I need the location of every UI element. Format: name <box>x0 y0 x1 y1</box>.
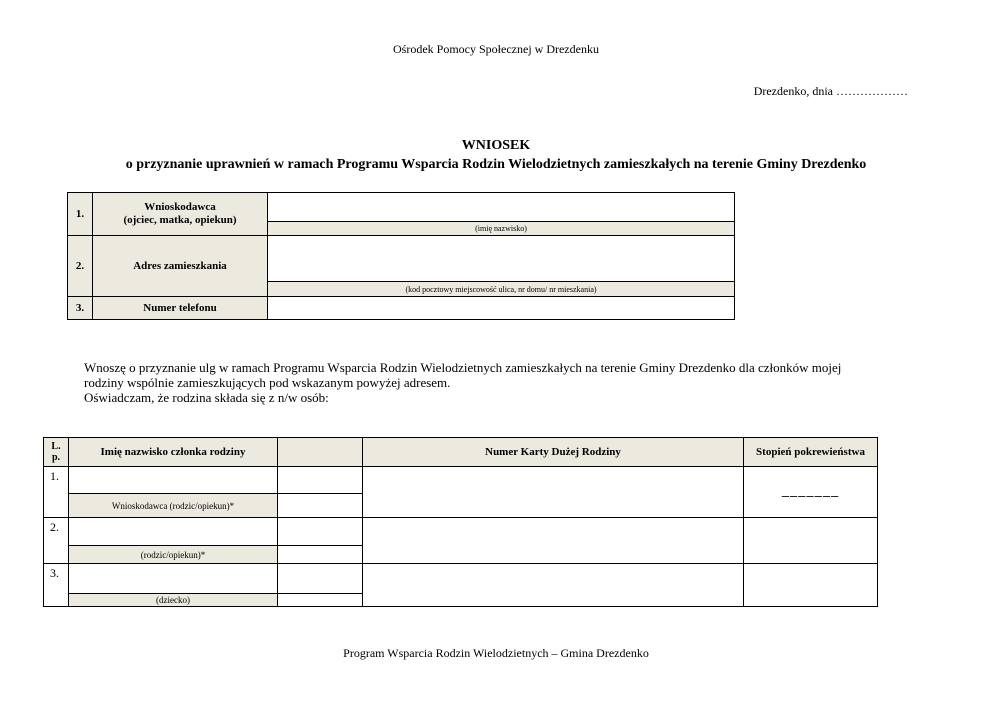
family-role-label: (dziecko) <box>68 593 278 607</box>
address-label: Adres zamieszkania <box>92 235 268 297</box>
organization-name: Ośrodek Pomocy Społecznej w Drezdenku <box>393 42 599 56</box>
address-row-number: 2. <box>67 235 93 297</box>
applicant-label <box>92 192 268 236</box>
relation-field[interactable] <box>743 517 878 564</box>
footer-text: Program Wsparcia Rodzin Wielodzietnych – Gmina Drezdenko <box>343 646 649 660</box>
family-role-label: Wnioskodawca (rodzic/opiekun)* <box>68 493 278 518</box>
address-hint: (kod pocztowy miejscowość ulica, nr domu/ nr mieszkania) <box>267 281 735 297</box>
applicant-label-line1: Wnioskodawca <box>144 201 216 213</box>
family-extra-field[interactable] <box>277 545 363 564</box>
form-subtitle: o przyznanie uprawnień w ramach Programu Wsparcia Rodzin Wielodzietnych zamieszkałych na terenie Gminy Drezdenko <box>125 157 867 172</box>
family-name-field[interactable] <box>68 563 278 594</box>
relation-field[interactable] <box>743 563 878 607</box>
family-name-field[interactable] <box>68 517 278 546</box>
card-number-header: Numer Karty Dużej Rodziny <box>362 437 744 467</box>
lp-header <box>43 437 69 467</box>
extra-header <box>277 437 363 467</box>
family-row-number: 1. <box>43 466 69 518</box>
lp-header-line1: L. <box>51 441 61 452</box>
family-extra-field[interactable] <box>277 517 363 546</box>
applicant-name-hint: (imię nazwisko) <box>267 221 735 236</box>
card-number-field[interactable] <box>362 563 744 607</box>
date-line: Drezdenko, dnia ……………… <box>753 84 908 98</box>
declaration-line-3: Oświadczam, że rodzina składa się z n/w osób: <box>84 390 329 405</box>
address-field[interactable] <box>267 235 735 282</box>
name-header: Imię nazwisko członka rodziny <box>68 437 278 467</box>
family-extra-field[interactable] <box>277 563 363 594</box>
declaration-line-1: Wnoszę o przyznanie ulg w ramach Programu Wsparcia Rodzin Wielodzietnych zamieszkałych na terenie Gminy Drezdenko dla członków mojej <box>84 360 842 375</box>
applicant-name-field[interactable] <box>267 192 735 222</box>
family-extra-field[interactable] <box>277 466 363 494</box>
lp-header-line2: p. <box>51 452 61 463</box>
declaration-line-2: rodziny wspólnie zamieszkujących pod wskazanym powyżej adresem. <box>84 375 451 390</box>
card-number-field[interactable] <box>362 466 744 518</box>
phone-field[interactable] <box>267 296 735 320</box>
declaration-text <box>84 360 924 405</box>
family-role-label: (rodzic/opiekun)* <box>68 545 278 564</box>
phone-row-number: 3. <box>67 296 93 320</box>
card-number-field[interactable] <box>362 517 744 564</box>
relation-header: Stopień pokrewieństwa <box>743 437 878 467</box>
applicant-label-line2: (ojciec, matka, opiekun) <box>123 214 237 226</box>
form-title: WNIOSEK <box>461 138 531 153</box>
family-name-field[interactable] <box>68 466 278 494</box>
family-row-number: 2. <box>43 517 69 564</box>
applicant-row-number: 1. <box>67 192 93 236</box>
family-extra-field[interactable] <box>277 493 363 518</box>
family-extra-field[interactable] <box>277 593 363 607</box>
relation-field: ––––––– <box>743 466 878 518</box>
phone-label: Numer telefonu <box>92 296 268 320</box>
family-row-number: 3. <box>43 563 69 607</box>
